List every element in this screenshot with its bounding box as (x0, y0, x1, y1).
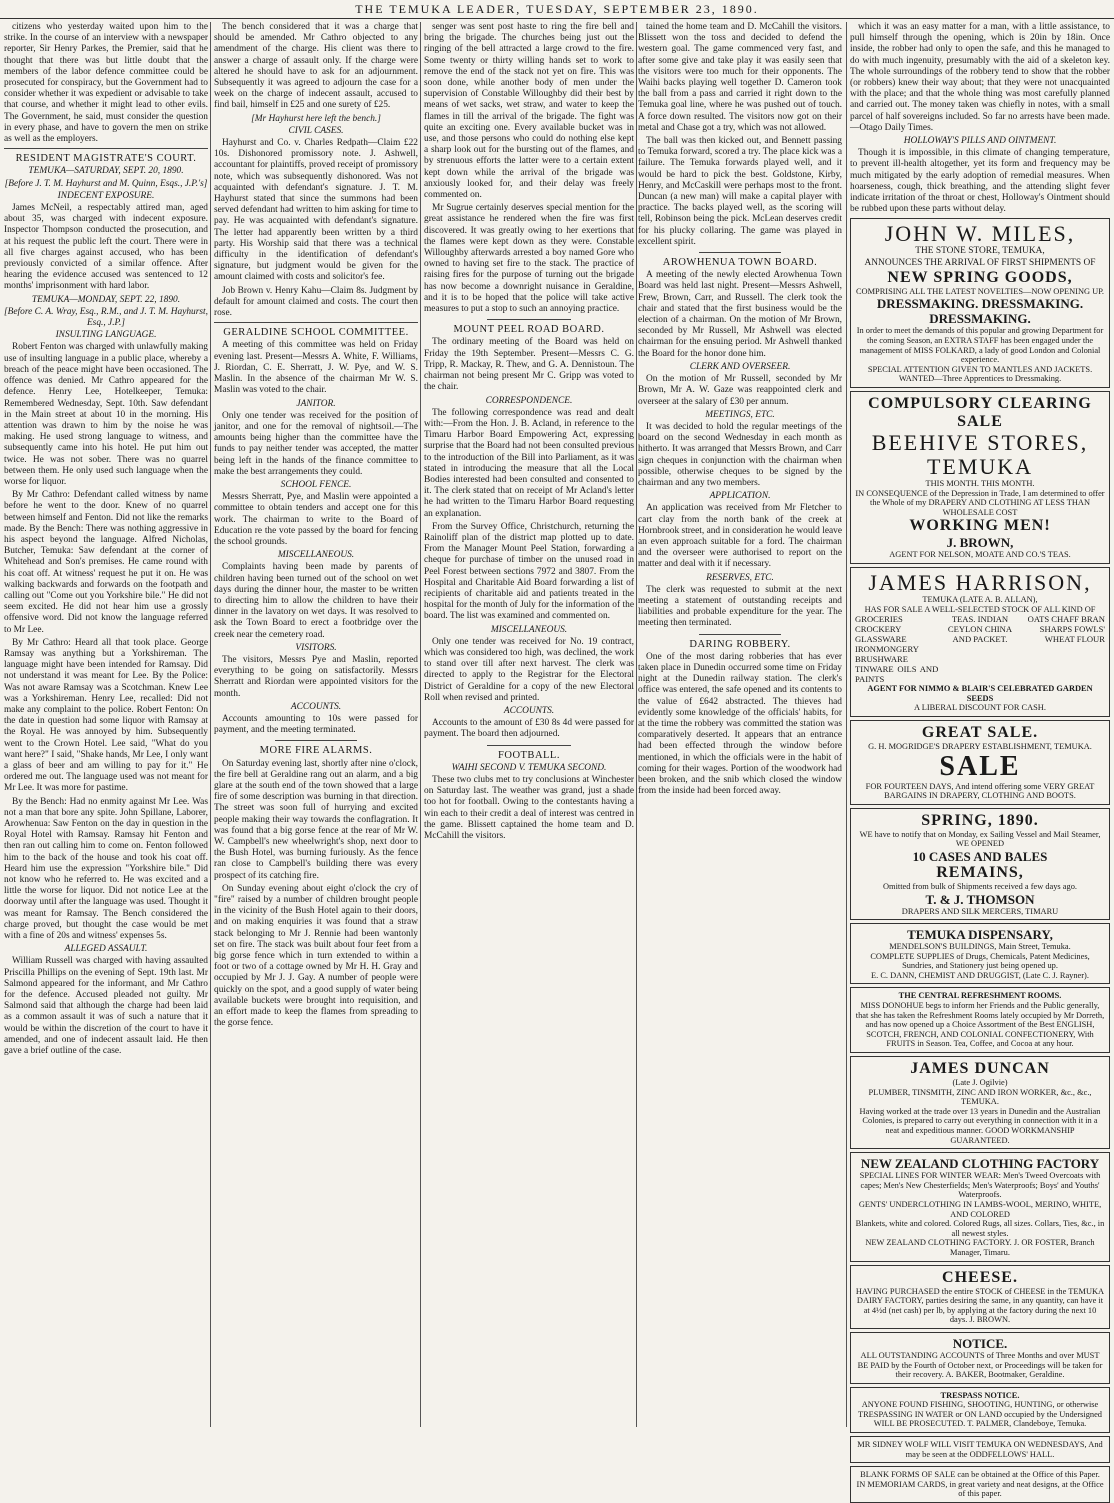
ad-title: NEW ZEALAND CLOTHING FACTORY (860, 1156, 1100, 1172)
ad-text: SPECIAL LINES FOR WINTER WEAR: Men's Tweed Overcoats with capes; Men's New Chesterfields; Men's Waterproofs; Boys' and Youths' Waterproofs. (859, 1171, 1101, 1200)
ad-text: AGENT FOR NIMMO & BLAIR'S CELEBRATED GARDEN SEEDS (867, 684, 1093, 703)
ad-text: MR SIDNEY WOLF WILL VISIT TEMUKA ON WEDNESDAYS, And may be seen at the ODDFELLOWS' HALL. (857, 1440, 1103, 1459)
ad-text: MISS DONOHUE begs to inform her Friends and the Public generally, that she has taken the Refreshment Rooms lately occupied by Mr Dorreth, and has now opened up a Choice Assortment of the Best ENGLISH, SCOTCH, FRENCH, AND COLONIAL CONFECTIONERY, With FRUITS in Season. Tea, Coffee, and Cocoa at any hour. (855, 1001, 1105, 1049)
article-text: The following correspondence was read and dealt with:—From the Hon. J. B. Acland, in reference to the Timaru Harbor Board Empowering Act, expressing surprise that the Board had not been consulted previous to the introduction of the Bill into Parliament, as it was stated in introducing the measure that all the Local Bodies interested had been consulted and consented to it. The clerk stated that on receipt of Mr Acland's letter he had written to the Timaru Harbor Board requesting an explanation. (424, 407, 634, 519)
section-heading: MISCELLANEOUS. (490, 624, 568, 635)
ad-text: SPECIAL ATTENTION GIVEN TO MANTLES AND JACKETS. (867, 364, 1093, 374)
ad-title: T. & J. THOMSON (925, 891, 1035, 907)
section-heading: JANITOR. (296, 398, 336, 409)
ad-headline: SALE (939, 750, 1021, 782)
section-heading: RESERVES, ETC. (706, 572, 774, 583)
court-date: TEMUKA—MONDAY, SEPT. 22, 1890. (31, 294, 181, 305)
ad-text: HAS FOR SALE A WELL-SELECTED STOCK OF ALL KIND OF (864, 604, 1096, 614)
cheese-advertisement (850, 1265, 1110, 1329)
article-heading: GERALDINE SCHOOL COMMITTEE. (223, 327, 409, 339)
ad-title: THE CENTRAL REFRESHMENT ROOMS. (898, 991, 1062, 1001)
ad-text: E. C. DANN, CHEMIST AND DRUGGIST, (Late C. J. Rayner). (871, 970, 1089, 980)
wolf-advertisement (850, 1436, 1110, 1463)
trespass-advertisement (850, 1387, 1110, 1433)
ad-title: TRESPASS NOTICE. (940, 1390, 1020, 1400)
article-text: senger was sent post haste to ring the fire bell and bring the brigade. The churches being just out the ringing of the bell attracted a large crowd to the fire. Some twenty or thirty willing hands set to work to remove the end of the stack not yet on fire. This was soon done, while another body of men under the supervision of Constable Willoughby did their best by means of wet sacks, wet straw, and water to keep the flames in till the arrival of the brigade. The fight was quite an exciting one. Every available bucket was in use, and those persons who could do nothing else kept a sharp look out for the bursting out of the flames, and by strenuous efforts the latter were to a certain extent kept down while the arrival of the brigade was anxiously looked for, and their delay was freely commented on. (424, 22, 634, 201)
ad-text: Blankets, white and colored. Colored Rugs, all sizes. Collars, Ties, &c., in all newest styles. (855, 1219, 1105, 1238)
article-text: The clerk was requested to submit at the next meeting a statement of outstanding receipts and liabilities and probable expenditure for the year. The meeting then terminated. (638, 584, 842, 629)
ad-title: NOTICE. (952, 1335, 1008, 1351)
ad-text: FOR FOURTEEN DAYS, And intend offering some VERY GREAT BARGAINS IN DRAPERY, CLOTHING AND BOOTS. (865, 781, 1095, 801)
ad-text: COMPRISING ALL THE LATEST NOVELTIES—NOW OPENING UP. (855, 286, 1105, 296)
article-text: which it was an easy matter for a man, with a little assistance, to pull himself through the opening, which is 20in by 18in. Once inside, the robber had only to open the safe, and this he managed to do with much ingenuity, presumably with the aid of a skeleton key. The whole surroundings of the robbery tend to show that the robber (or robbers) knew their way about; that they were not unacquainted with the place; and that the whole thing was most carefully planned and carried out. The money taken was chiefly in notes, with a small parcel of half sovereigns included. So far no arrests have been made.—Otago Daily Times. (850, 22, 1110, 133)
article-text: Complaints having been made by parents of children having been turned out of the school on wet days during the dinner hour, the master to be written to directing him to allow the children to have their dinner in the lavatory on wet days. It was resolved to ask the Town Board to erect a footbridge over the creek near the cemetery road. (214, 562, 418, 640)
ad-title: TEMUKA DISPENSARY, (907, 927, 1053, 943)
ad-subtitle: (Late J. Ogilvie) (952, 1078, 1008, 1088)
article-text: On the motion of Mr Russell, seconded by Mr Brown, Mr A. W. Gaze was reappointed clerk and overseer at the salary of £30 per annum. (638, 374, 842, 407)
ad-headline: REMAINS, (936, 863, 1024, 881)
case-heading: INSULTING LANGUAGE. (55, 330, 157, 341)
case-text: Robert Fenton was charged with unlawfully making use of insulting language in a public place, whereby a breach of the peace might have been occasioned. The offence was denied. Mr Cathro appeared for the defence. Henry Lee, Hotelkeeper, Temuka: Remembered Wednesday, Sept. 10th. Saw defendant in the Main street at about 10 in the morning. His attention was drawn to him by the noise he was making. He used strong language to witness, and subsequently came into his hotel. He put him out twice. He was not sober. There was no quarrel between them. He only used such language when the worse for liquor. (4, 342, 208, 487)
ad-title: BEEHIVE STORES, TEMUKA (871, 430, 1089, 480)
strike-article: citizens who yesterday waited upon him to the strike. In the course of an interview with a newspaper reporter, Sir Henry Parkes, the Premier, said that he thought that there was but little doubt that the members of the labor defence committee could be prosecuted for conspiracy, but the Government had to consider whether it was expedient or advisable to take that course, and whether it might lead to other evils. The Government, he said, must consider the question in every phase, and have to govern the men on strike as well as the employers. (4, 22, 208, 145)
article-text: Only one tender was received for the position of janitor, and one for the removal of nightsoil.—The amounts being higher than the committee have the funds to pay neither tender was accepted, the matter being left in the hands of the finance committee to make the best arrangements they could. (214, 410, 418, 477)
ad-headline: NEW SPRING GOODS, (887, 268, 1073, 286)
column-rule (636, 22, 637, 1427)
ad-text: Having worked at the trade over 13 years in Dunedin and the Australian Colonies, is prepared to carry out everything in connection with it in a neat and expeditious manner. GOOD WORKMANSHIP GUARANTEED. (859, 1106, 1101, 1145)
article-text: On Saturday evening last, shortly after nine o'clock, the fire bell at Geraldine rang out an alarm, and a big glare at the south end of the town showed that a large fire of some description was burning in that direction. The street was soon full of hurrying and excited people making their way towards the conflagration. It was found that a big gorse fence at the rear of Mr W. W. Campbell's new wheelwright's shop, next door to the Bush Hotel, was burning furiously. As the fence ran close to Campbell's building there was every prospect of its catching fire. (214, 758, 418, 881)
column-rule (846, 22, 847, 1427)
ad-text: COMPLETE SUPPLIES of Drugs, Chemicals, Patent Medicines, Sundries, and Stationery just being opened up. (870, 951, 1090, 971)
column-5-advertisements (850, 22, 1110, 1499)
divider (214, 322, 418, 323)
column-3 (424, 22, 634, 1427)
ad-text: In order to meet the demands of this popular and growing Department for the coming Season, an EXTRA STAFF has been engaged under the management of MISS FOLKARD, a lady of good London and Colonial experience. (856, 326, 1104, 365)
article-text: Mr Sugrue certainly deserves special mention for the great assistance he rendered when the fire was first discovered. It was greatly owing to her exertions that the flames were kept down as they were. Constable Willoughby afterwards arrested a boy named Gore who owned to having set fire to the stack. The practice of raising fires for the purpose of turning out the brigade has now become a downright nuisance in Geraldine, and it is to be hoped that the police will take active measures to put a stop to such an annoying practice. (424, 203, 634, 315)
article-heading: AROWHENUA TOWN BOARD. (662, 257, 818, 269)
article-text: Only one tender was received for No. 19 contract, which was considered too high, was declined, the work to stand over till after next harvest. The clerk was directed to apply to the Registrar for the Electoral District of Geraldine for a copy of the new Electoral Roll when revised and printed. (424, 636, 634, 703)
section-heading: MEETINGS, ETC. (705, 409, 775, 420)
spring-advertisement (850, 808, 1110, 920)
goods-left: GROCERIES CROCKERY GLASSWARE IRONMONGERY BRUSHWARE TINWARE OILS AND PAINTS (855, 614, 939, 685)
ad-text: ANNOUNCES THE ARRIVAL OF FIRST SHIPMENTS OF (864, 257, 1096, 268)
ad-title: JOHN W. MILES, (884, 221, 1076, 247)
ad-subtitle: THE STONE STORE, TEMUKA, (915, 246, 1045, 257)
mogridge-advertisement (850, 720, 1110, 805)
divider (487, 319, 571, 320)
ad-text: IN MEMORIAM CARDS, in great variety and neat designs, at the Office of this paper. (856, 1479, 1104, 1499)
article-text: Job Brown v. Henry Kahu—Claim 8s. Judgment by default for amount claimed and costs. The court then rose. (214, 285, 418, 319)
ad-subheading: DRESSMAKING. DRESSMAKING. DRESSMAKING. (876, 296, 1084, 327)
article-text: It was decided to hold the regular meetings of the board on the second Wednesday in each month as hitherto. It was arranged that Messrs Brown, and Carr sign cheques in conjunction with the chairman when possible, otherwise cheques to be signed by the chairman and any two members. (638, 421, 842, 488)
article-heading: MORE FIRE ALARMS. (259, 745, 373, 757)
ad-text: THIS MONTH. THIS MONTH. (925, 479, 1035, 489)
forms-advertisement (850, 1466, 1110, 1503)
case-text: By Mr Cathro: Defendant called witness by name before he went to the door. Knew of no quarrel between himself and Fenton. Did not like the remarks made. By the Bench: There was nothing aggressive in his aspect beyond the language. Alfred Nicholas, Butcher, Temuka: Saw defendant at the corner of Whitehead and Son's premises. He came round with his coat off. At witness' request he put it on. He was walking backwards and forwards on the footpath and calling out "Come out you Yorkshire bile." He did not seem excited. He did not hear him use a grossly offensive word. Did not know the language referred to Mr Lee. (4, 490, 208, 635)
miles-advertisement (850, 218, 1110, 388)
ad-subtitle: TEMUKA (LATE A. B. ALLAN), (922, 594, 1038, 604)
article-text: The bench considered that it was a charge that should be amended. Mr Cathro objected to any amendment of the charge. His client was there to answer a charge of assault only. If the charge were altered he should have to ask for an adjournment. Subsequently it was agreed to adjourn the case for a week on the charge of indecent assault, accused to find bail, himself in £25 and one surety of £25. (214, 22, 418, 111)
ad-text: HAVING PURCHASED the entire STOCK of CHEESE in the TEMUKA DAIRY FACTORY, parties desiring the same, in any quantity, can have it at 4½d (net cash) per lb, by applying at the factory during the next 10 days. J. BROWN. (855, 1286, 1105, 1325)
case-text: William Russell was charged with having assaulted Priscilla Phillips on the evening of Sept. 19th last. Mr Salmond appeared for the informant, and Mr Cathro for the defence. Accused pleaded not guilty. Mr Salmond said that although the charge had been laid as a common assault it was of such a nature that it would be within the discretion of the court to have it amended, and one of indecent assault laid. He then gave a brief outline of the case. (4, 956, 208, 1057)
section-heading: MISCELLANEOUS. (277, 550, 355, 561)
goods-teas: TEAS. INDIAN CEYLON CHINA AND PACKET. (947, 614, 1013, 645)
ad-text: A LIBERAL DISCOUNT FOR CASH. (914, 703, 1046, 713)
section-heading: APPLICATION. (709, 491, 771, 502)
article-text: The visitors, Messrs Pye and Maslin, reported everything to be going on satisfactorily. Messrs Sherratt and Riordan were appointed visitors for the month. (214, 654, 418, 699)
article-text: A meeting of the newly elected Arowhenua Town Board was held last night. Present—Messrs Ashwell, Frew, Brown, Carr, and Russell. The clerk took the chair and stated that the first business would be the election of a chairman. On the motion of Mr Brown, seconded by Mr Russell, Mr Ashwell was elected chairman for the ensuing period. Mr Ashwell thanked the Board for the honor done him. (638, 270, 842, 359)
article-text: One of the most daring robberies that has ever taken place in Dunedin occurred some time on Friday night at the Dunedin railway station. The clerk's office was entered, the safe opened and its contents to the value of £642 abstracted. The thieves had evidently some knowledge of the officials' habits, for at the time the robbery was committed the station was comparatively deserted. It appears that an entrance had been effected through the window before mentioned, in which the officials were in the habit of coming for their wages. Portion of the woodwork had been broken, and the snib which closed the window from the inside had been forced away. (638, 651, 842, 797)
section-heading: SCHOOL FENCE. (280, 479, 352, 490)
bench-note: [Mr Hayhurst here left the bench.] (251, 113, 381, 124)
case-heading: INDECENT EXPOSURE. (57, 190, 155, 201)
article-text: These two clubs met to try conclusions at Winchester on Saturday last. The weather was grand, just a shade too hot for football. Owing to the contestants having a win each to their credit a deal of interest was centred in the game. Blissett captained the home team and D. McCahill the visitors. (424, 775, 634, 842)
ad-text: PLUMBER, TINSMITH, ZINC AND IRON WORKER, &c., &c., TEMUKA. (868, 1087, 1092, 1107)
ad-text: Omitted from bulk of Shipments received a few days ago. (883, 881, 1077, 891)
section-heading: ACCOUNTS. (290, 701, 342, 712)
goods-list (855, 614, 1105, 684)
harrison-advertisement (850, 567, 1110, 717)
ad-text: NEW ZEALAND CLOTHING FACTORY. J. OR FOSTER, Branch Manager, Timaru. (865, 1238, 1095, 1257)
column-4 (638, 22, 842, 1427)
column-1 (4, 22, 208, 1427)
ad-headline: WORKING MEN! (909, 517, 1051, 535)
article-heading: DARING ROBBERY. (689, 638, 791, 650)
article-text: Messrs Sherratt, Pye, and Maslin were appointed a committee to obtain tenders and accept one for this work. The chairman to write to the Board of Education re the vote passed by the board for fencing the school grounds. (214, 492, 418, 547)
clothing-factory-advertisement (850, 1152, 1110, 1261)
court-bench: [Before J. T. M. Hayhurst and M. Quinn, Esqs., J.P.'s] (4, 178, 208, 189)
article-heading: FOOTBALL. (498, 749, 560, 761)
ad-subheading: 10 CASES AND BALES (912, 848, 1048, 864)
ad-text: GENTS' UNDERCLOTHING IN LAMBS-WOOL, MERINO, WHITE, AND COLORED (858, 1199, 1102, 1219)
divider (275, 740, 357, 741)
ad-text: AGENT FOR NELSON, MOATE AND CO.'S TEAS. (889, 550, 1071, 560)
ad-headline: SPRING, 1890. (921, 811, 1039, 829)
article-subheading: WAIHI SECOND V. TEMUKA SECOND. (451, 762, 607, 773)
ad-text: IN CONSEQUENCE of the Depression in Trade, I am determined to offer the Whole of my DRAPERY AND CLOTHING AT LESS THAN WHOLESALE COST (855, 488, 1105, 517)
court-bench: [Before C. A. Wray, Esq., R.M., and J. T. M. Hayhurst, Esq., J.P.] (4, 306, 208, 329)
goods-right: OATS CHAFF BRAN SHARPS FOWLS' WHEAT FLOUR (1027, 614, 1105, 645)
section-heading: CORRESPONDENCE. (485, 395, 573, 406)
notice-advertisement (850, 1332, 1110, 1384)
ad-text: BLANK FORMS OF SALE can be obtained at the Office of this Paper. (860, 1470, 1100, 1480)
ad-headline: GREAT SALE. (921, 723, 1039, 741)
divider (4, 148, 208, 149)
article-text: Hayhurst and Co. v. Charles Redpath—Claim £22 10s. Dishonored promissory note. J. Ashwell, accountant for plaintiffs, proved receipt of promissory note, which was subsequently dishonored. Was not acquainted with defendant's signature. J. T. M. Hayhurst stated that since the summons had been served defendant had written to him asking for time to pay. He was acquainted with defendant's signature. The letter had apparently been written by a third party. His Worship said that there was a technical difficulty in the identification of defendant's signature, but judgment would be given for the amount claimed with costs and solicitor's fee. (214, 138, 418, 283)
article-text: A meeting of this committee was held on Friday evening last. Present—Messrs A. White, F. Williams, J. Riordan, C. E. Sherratt, J. W. Pye, and W. S. Maslin. In the absence of the chairman Mr W. S. Maslin was voted to the chair. (214, 340, 418, 396)
refreshment-advertisement (850, 987, 1110, 1053)
column-rule (210, 22, 211, 1427)
section-heading: CLERK AND OVERSEER. (689, 361, 791, 372)
ad-title: CHEESE. (942, 1268, 1018, 1286)
divider (699, 252, 781, 253)
case-text: James McNeil, a respectably attired man, aged about 35, was charged with indecent exposure. Inspector Thompson conducted the prosecution, and at his request the public left the court. There were in all five charges against accused, who has been previously convicted of a similar offence. After hearing the evidence accused was sentenced to 12 months' imprisonment with hard labor. (4, 203, 208, 292)
ad-title: JAMES HARRISON, (868, 569, 1092, 595)
article-text: From the Survey Office, Christchurch, returning the Rainoliff plan of the district map plotted up to date. From the Manager Mount Peel Station, forwarding a cheque for purchase of timber on the unused road in Peel Forest between sections 7972 and 3807. From the Hospital and Charitable Aid Board forwarding a list of recipients of charitable aid and patients treated in the hospital for the month of July for the information of the board. The list was examined and commented on. (424, 521, 634, 622)
section-heading: VISITORS. (295, 642, 337, 653)
ad-text: WANTED—Three Apprentices to Dressmaking. (898, 374, 1062, 384)
ad-text: DRAPERS AND SILK MERCERS, TIMARU (901, 906, 1059, 916)
article-text: The ordinary meeting of the Board was held on Friday the 19th September. Present—Messrs C. G. Tripp, R. Mackay, R. Thew, and G. A. Dennistoun. The chairman not being present Mr C. Gripp was voted to the chair. (424, 337, 634, 393)
article-text: Accounts amounting to 10s were passed for payment, and the meeting terminated. (214, 713, 418, 736)
article-text: On Sunday evening about eight o'clock the cry of "fire" raised by a number of children brought people in the vicinity of the Bush Hotel again to their doors, and on making enquiries it was found that a straw stack belonging to Mr J. Rennie had been wantonly set on fire. The stack was built about four feet from a big gorse fence which in turn extended to within a foot or two of a cottage owned by Mr H. H. Gray and occupied by Mr J. J. Gay. A number of people were quickly on the spot, and a good supply of water being available buckets were brought into requisition, and an effort made to keep the flames from spreading to the gorse fence. (214, 883, 418, 1029)
ad-text: G. H. MOGRIDGE'S DRAPERY ESTABLISHMENT, TEMUKA. (868, 741, 1092, 751)
section-heading: ACCOUNTS. (503, 705, 555, 716)
article-heading: MOUNT PEEL ROAD BOARD. (453, 324, 605, 336)
dispensary-advertisement (850, 923, 1110, 984)
column-2 (214, 22, 418, 1427)
case-heading: ALLEGED ASSAULT. (64, 944, 148, 955)
ad-headline: COMPULSORY CLEARING SALE (868, 395, 1092, 431)
section-heading: CIVIL CASES. (288, 125, 344, 136)
ad-text: ALL OUTSTANDING ACCOUNTS of Three Months and over MUST BE PAID by the Fourth of October next, or Proceedings will be taken for their recovery. A. BAKER, Bootmaker, Geraldine. (857, 1350, 1103, 1380)
case-text: By the Bench: Had no enmity against Mr Lee. Was not a man that bore any spite. John Spillane, Laborer, Arowhenua: Saw Fenton on the day in question in the Royal Hotel with Ramsay. Ramsay hit Fenton and then ran out calling him to come on. Fenton followed him to the back of the house and took his coat off. Heard him use the expression "Yorkshire bile." Did not know who he referred to. He was excited and a little the worse for liquor. Did not notice Lee at the doorway until after the language was used. Thought it was meant for Ramsay. The Bench considered the charge proved, but thought the case would be met with a fine of 20s and witness' expenses 5s. (4, 796, 208, 942)
article-text: Accounts to the amount of £30 8s 4d were passed for payment. The board then adjourned. (424, 718, 634, 740)
ad-heading: HOLLOWAY'S PILLS AND OINTMENT. (903, 136, 1057, 147)
court-heading: RESIDENT MAGISTRATE'S COURT. (15, 153, 197, 165)
ad-subheading: J. BROWN, (946, 535, 1014, 551)
ad-text: Though it is impossible, in this climate of changing temperature, to prevent ill-health altogether, yet its form and frequency may be much mitigated by the early adoption of remedial measures. When hoarseness, cough, thick breathing, and the attending slight fever indicate irritation of the throat or chest, Holloway's Ointment should be rubbed upon these parts without delay. (850, 148, 1110, 215)
masthead: THE TEMUKA LEADER, TUESDAY, SEPTEMBER 23, 1890. (0, 0, 1114, 19)
case-text: By Mr Cathro: Heard all that took place. George Ramsay was anything but a Yorkshireman. The language might have been intended for Ramsay. Did not understand it was meant for Lee. By the Police: Was not aware Ramsay was a Scotchman. Knew Lee was a Yorkshireman. Henry Lee, recalled: Did not make any complaint to the police. Robert Fenton: On the date in question had some liquor with Ramsay at the Royal. He was annoyed by him. Subsequently went to the Crown Hotel. Lee said, "What do you want here?" I said, "Shake hands, Mr Lee, I only want a glass of beer and am willing to pay for it." He ordered me out. The language used was not meant for Mr Lee. It was more for pastime. (4, 637, 208, 794)
ad-title: JAMES DUNCAN (910, 1060, 1050, 1078)
beehive-advertisement (850, 391, 1110, 564)
column-rule (420, 22, 421, 1427)
article-text: The ball was then kicked out, and Bennett passing to Temuka forward, scored a try. The place kick was a failure. The Temuka forwards played well, and it would be hard to pick the best. Goldstone, Kirby, Henry, and McCaskill were perhaps most to the front. Duncan (a new man) will make a capital player with practice. The backs played well, as the scoring will tell, Robinson being the pick. McLean deserves credit for his plucky collaring. The game was played in excellent spirit. (638, 136, 842, 247)
court-date: TEMUKA—SATURDAY, SEPT. 20, 1890. (28, 166, 184, 177)
ad-text: WE have to notify that on Monday, ex Sailing Vessel and Mail Steamer, WE OPENED (859, 829, 1101, 849)
ad-text: ANYONE FOUND FISHING, SHOOTING, HUNTING, or otherwise TRESPASSING IN WATER or ON LAND occupied by the Undersigned WILL BE PROSECUTED. T. PALMER, Clandeboye, Temuka. (857, 1400, 1102, 1429)
article-text: tained the home team and D. McCahill the visitors. Blissett won the toss and decided to defend the western goal. The game commenced very fast, and after some give and take play it was easily seen that the visitors were too much for their opponents. The Waihi backs playing well together D. Cameron took the ball from a pass and carried it right down to the Temuka goal line, where he was pushed out of touch. A force down resulted. The visitors now got on their metal and Chase got a try, which was not allowed. (638, 22, 842, 133)
article-text: An application was received from Mr Fletcher to cart clay from the north bank of the creek at Hornbrook street, and in consideration he would leave an even approach suitable for a ford. The chairman and the overseer were authorised to report on the matter and deal with it if necessary. (638, 503, 842, 570)
divider (487, 745, 571, 746)
ad-subtitle: MENDELSON'S BUILDINGS, Main Street, Temuka. (889, 942, 1071, 952)
duncan-advertisement (850, 1056, 1110, 1149)
divider (699, 634, 781, 635)
